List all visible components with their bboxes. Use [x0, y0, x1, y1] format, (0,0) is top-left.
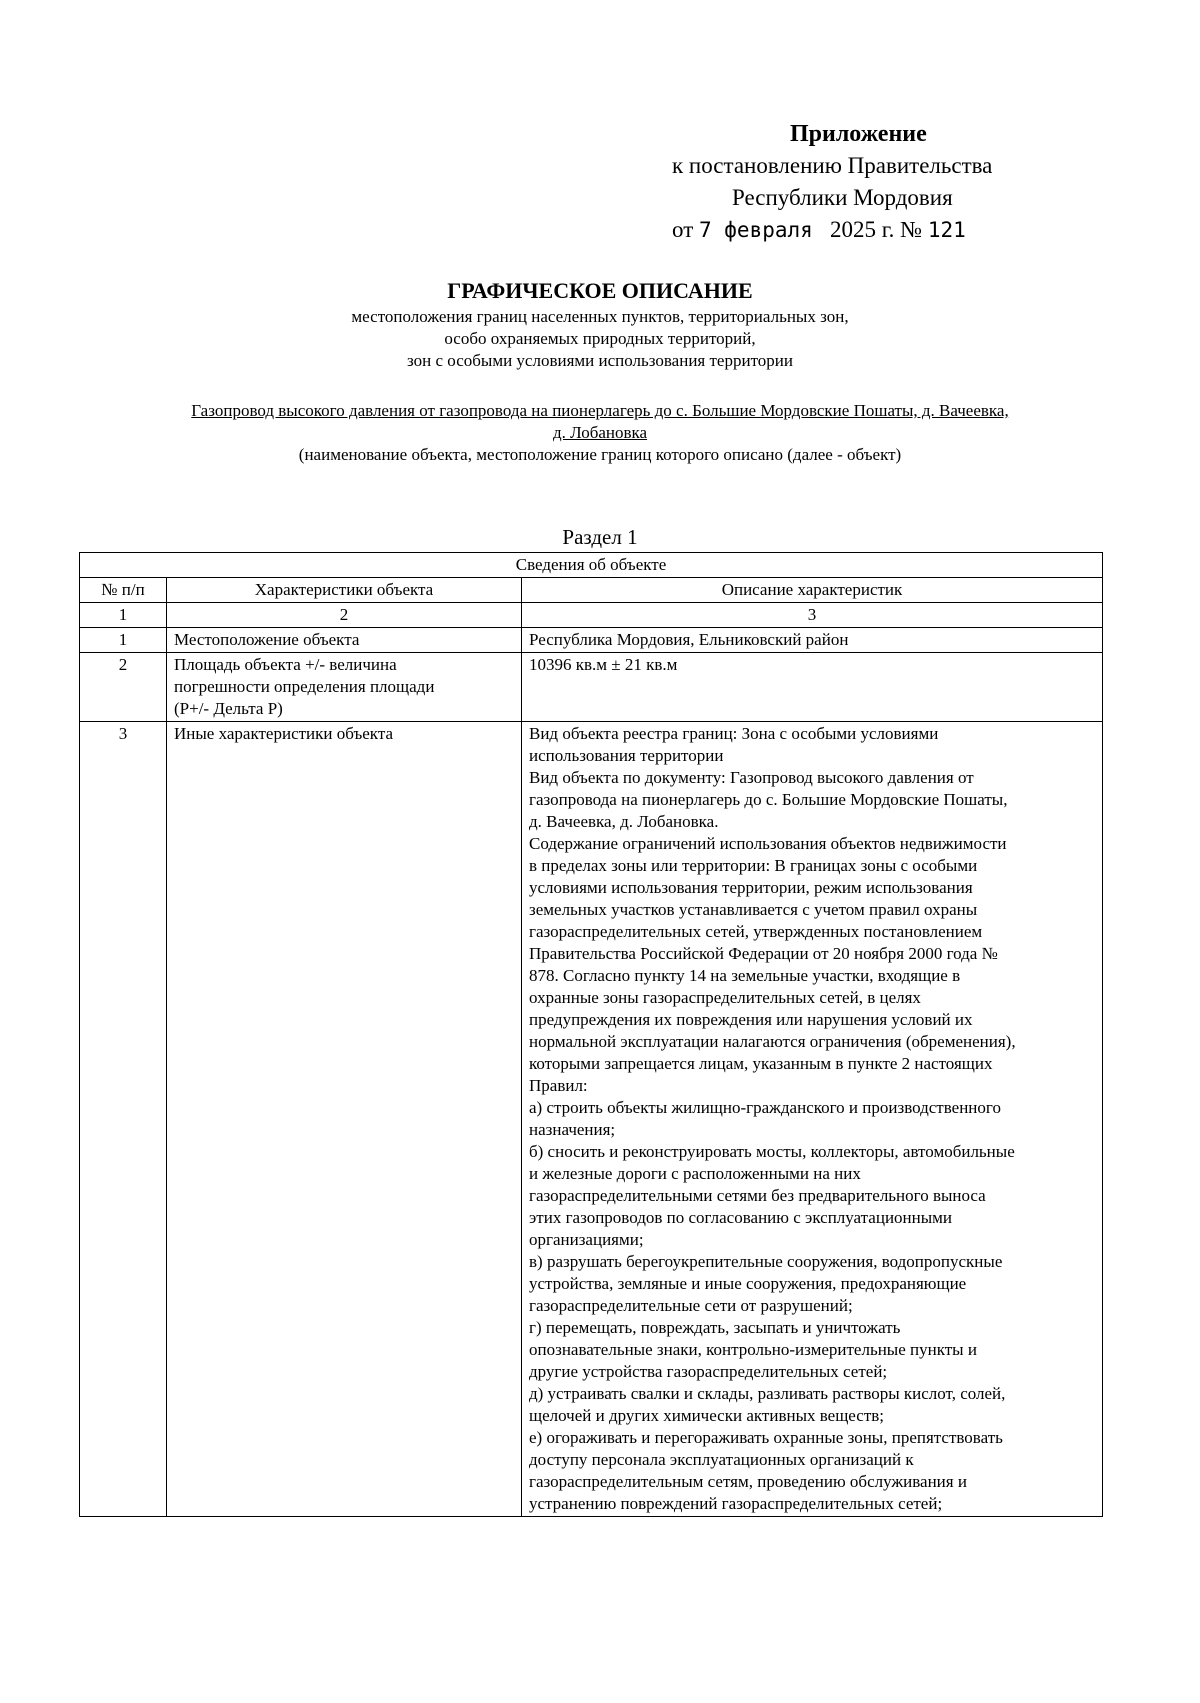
description-line: в пределах зоны или территории: В границах зоны с особыми [529, 856, 978, 875]
description-line: нормальной эксплуатации налагаются ограничения (обременения), [529, 1032, 1016, 1051]
description-line: устройства, земляные и иные сооружения, предохраняющие [529, 1274, 967, 1293]
description-line: земельных участков устанавливается с учетом правил охраны [529, 900, 978, 919]
decree-number: 121 [927, 218, 966, 242]
header-num: № п/п [80, 578, 167, 603]
description-line: газопровода на пионерлагерь до с. Большие Мордовские Пошаты, [529, 790, 1008, 809]
heading-line-1: местоположения границ населенных пунктов, территориальных зон, [351, 307, 849, 326]
description-line: газораспределительные сети от разрушений; [529, 1296, 853, 1315]
description-line: Правил: [529, 1076, 588, 1095]
table-row [80, 722, 1103, 1517]
table-row [80, 628, 1103, 653]
description-line: газораспределительным сетям, проведению обслуживания и [529, 1472, 967, 1491]
header-characteristic: Характеристики объекта [167, 578, 522, 603]
heading-line-2: особо охраняемых природных территорий, [444, 329, 756, 348]
description-line: д) устраивать свалки и склады, разливать растворы кислот, солей, [529, 1384, 1006, 1403]
description-line: а) строить объекты жилищно-гражданского и производственного [529, 1098, 1001, 1117]
object-caption: (наименование объекта, местоположение границ которого описано (далее - объект) [298, 445, 902, 464]
table-index-row [80, 603, 1103, 628]
description-line: использования территории [529, 746, 724, 765]
document-title: ГРАФИЧЕСКОЕ ОПИСАНИЕ [447, 278, 753, 303]
row-description: 10396 кв.м ± 21 кв.м [522, 653, 1103, 722]
description-line: д. Вачеевка, д. Лобановка. [529, 812, 719, 831]
description-line: этих газопроводов по согласованию с эксплуатационными [529, 1208, 953, 1227]
row-description: Республика Мордовия, Ельниковский район [522, 628, 1103, 653]
heading-line-3: зон с особыми условиями использования территории [407, 351, 793, 370]
index-cell-2: 2 [167, 603, 522, 628]
characteristic-line: (P+/- Дельта P) [174, 699, 283, 718]
description-line: доступу персонала эксплуатационных организаций к [529, 1450, 914, 1469]
header-description: Описание характеристик [522, 578, 1103, 603]
description-line: опознавательные знаки, контрольно-измерительные пункты и [529, 1340, 977, 1359]
description-line: б) сносить и реконструировать мосты, коллекторы, автомобильные [529, 1142, 1015, 1161]
row-description [522, 722, 1103, 1517]
description-line: условиями использования территории, режим использования [529, 878, 973, 897]
row-characteristic [167, 653, 522, 722]
description-line: Вид объекта реестра границ: Зона с особыми условиями [529, 724, 939, 743]
table-caption-row [80, 553, 1103, 578]
description-line: газораспределительных сетей, утвержденных постановлением [529, 922, 983, 941]
description-line: другие устройства газораспределительных сетей; [529, 1362, 888, 1381]
description-line: охранные зоны газораспределительных сетей, в целях [529, 988, 921, 1007]
approval-date [672, 214, 1100, 246]
date-day-month: 7 февраля [699, 218, 813, 242]
description-line: Вид объекта по документу: Газопровод высокого давления от [529, 768, 974, 787]
date-year: 2025 г. № [830, 217, 923, 242]
document-heading [0, 276, 1200, 372]
date-prefix: от [672, 217, 694, 242]
table-row [80, 653, 1103, 722]
row-num: 1 [80, 628, 167, 653]
approval-title: Приложение [790, 121, 927, 147]
description-line: Правительства Российской Федерации от 20 ноября 2000 года № [529, 944, 998, 963]
description-line: в) разрушать берегоукрепительные сооружения, водопропускные [529, 1252, 1003, 1271]
description-line: г) перемещать, повреждать, засыпать и уничтожать [529, 1318, 901, 1337]
table-header-row [80, 578, 1103, 603]
object-name-line-1: Газопровод высокого давления от газопровода на пионерлагерь до с. Большие Мордовские Пошаты, д. Вачеевка, [191, 401, 1009, 420]
row-characteristic: Иные характеристики объекта [167, 722, 522, 1517]
description-line: назначения; [529, 1120, 616, 1139]
description-line: организациями; [529, 1230, 644, 1249]
description-line: которыми запрещается лицам, указанным в пункте 2 настоящих [529, 1054, 993, 1073]
characteristic-line: погрешности определения площади [174, 677, 435, 696]
description-line: щелочей и других химически активных веществ; [529, 1406, 884, 1425]
row-characteristic: Местоположение объекта [167, 628, 522, 653]
table-caption: Сведения об объекте [80, 553, 1103, 578]
characteristic-line: Площадь объекта +/- величина [174, 655, 397, 674]
description-line: е) огораживать и перегораживать охранные зоны, препятствовать [529, 1428, 1003, 1447]
row-num: 3 [80, 722, 167, 1517]
description-line: предупреждения их повреждения или нарушения условий их [529, 1010, 973, 1029]
approval-line-1: к постановлению Правительства [672, 153, 993, 178]
description-line: устранению повреждений газораспределительных сетей; [529, 1494, 943, 1513]
approval-block [620, 118, 1100, 246]
approval-line-2: Республики Мордовия [732, 185, 953, 210]
row-num: 2 [80, 653, 167, 722]
object-info-table [79, 552, 1103, 1517]
description-line: 878. Согласно пункту 14 на земельные участки, входящие в [529, 966, 961, 985]
description-line: газораспределительными сетями без предварительного выноса [529, 1186, 986, 1205]
object-name-line-2: д. Лобановка [552, 423, 648, 442]
description-line: Содержание ограничений использования объектов недвижимости [529, 834, 1007, 853]
object-name-block [0, 400, 1200, 466]
index-cell-1: 1 [80, 603, 167, 628]
section-title: Раздел 1 [562, 525, 638, 549]
index-cell-3: 3 [522, 603, 1103, 628]
description-line: и железные дороги с расположенными на них [529, 1164, 861, 1183]
